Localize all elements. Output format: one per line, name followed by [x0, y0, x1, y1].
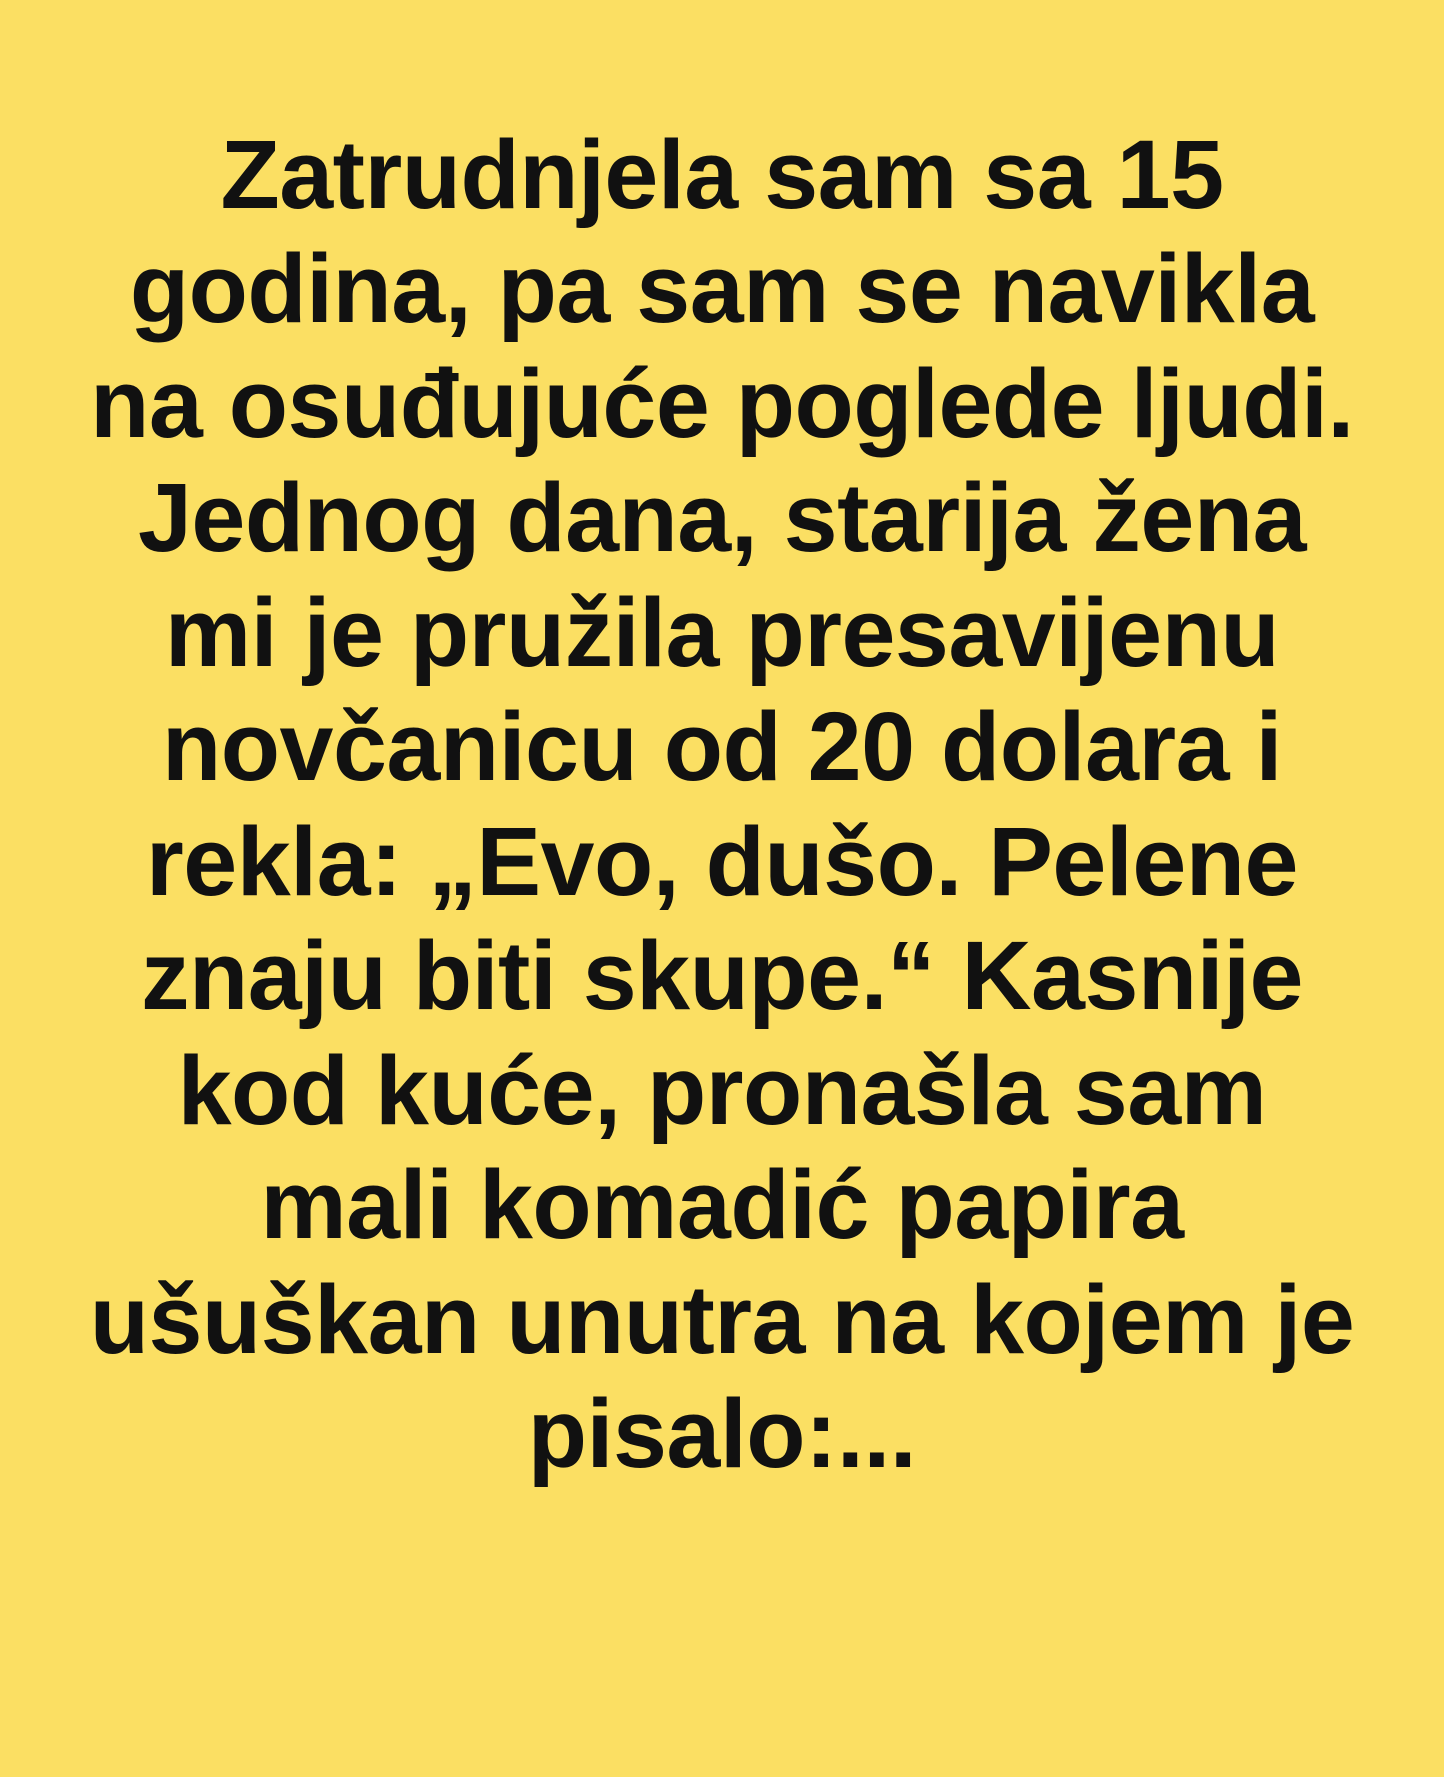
- quote-text: Zatrudnjela sam sa 15 godina, pa sam se navikla na osuđujuće poglede ljudi. Jednog dana, starija žena mi je pružila presavijenu novčanicu od 20 dolara i rekla: „Evo, dušo. Pelene znaju biti skupe.“ Kasnije kod kuće, pronašla sam mali komadić papira ušuškan unutra na kojem je pisalo:...: [89, 120, 1381, 1488]
